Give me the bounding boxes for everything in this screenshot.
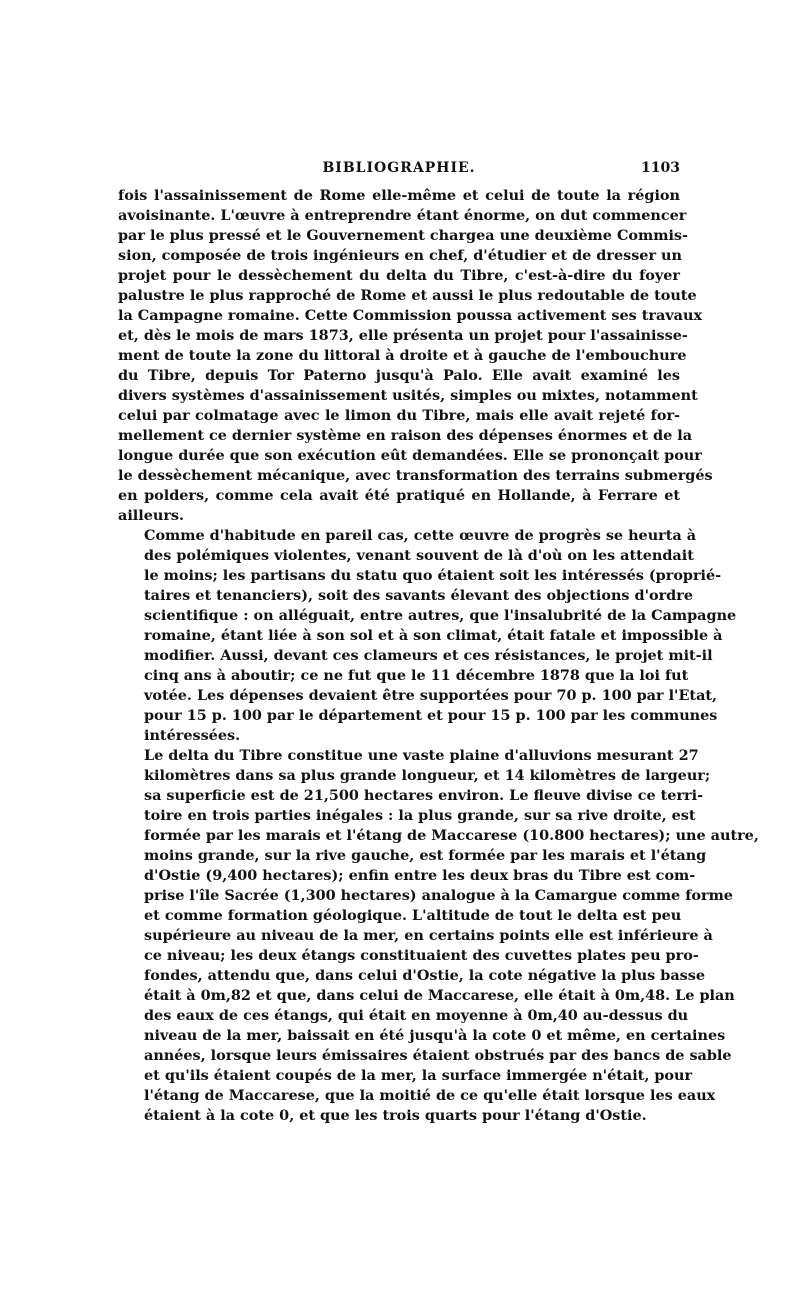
text-line: la Campagne romaine. Cette Commission poussa activement ses travaux xyxy=(118,307,703,324)
text-line: mellement ce dernier système en raison des dépenses énormes et de la xyxy=(118,427,693,444)
text-line: et comme formation géologique. L'altitude de tout le delta est peu xyxy=(144,907,682,924)
text-line: palustre le plus rapproché de Rome et aussi le plus redoutable de toute xyxy=(118,287,697,304)
text-line: celui par colmatage avec le limon du Tibre, mais elle avait rejeté for- xyxy=(118,407,680,424)
running-head xyxy=(118,158,680,182)
text-line: et qu'ils étaient coupés de la mer, la surface immergée n'était, pour xyxy=(144,1067,693,1084)
text-line: modifier. Aussi, devant ces clameurs et ces résistances, le projet mit-il xyxy=(144,647,713,664)
book-page xyxy=(118,158,759,1126)
body-text xyxy=(118,186,759,1126)
text-line: scientifique : on alléguait, entre autres, que l'insalubrité de la Campagne xyxy=(144,607,737,624)
text-line: en polders, comme cela avait été pratiqué en Hollande, à Ferrare et xyxy=(118,487,680,504)
text-line: sa superficie est de 21,500 hectares environ. Le fleuve divise ce terri- xyxy=(144,787,704,804)
text-line: ment de toute la zone du littoral à droite et à gauche de l'embouchure xyxy=(118,347,687,364)
text-line: par le plus pressé et le Gouvernement chargea une deuxième Commis- xyxy=(118,227,688,244)
text-line: cinq ans à aboutir; ce ne fut que le 11 décembre 1878 que la loi fut xyxy=(144,667,689,684)
text-line: toire en trois parties inégales : la plus grande, sur sa rive droite, est xyxy=(144,807,696,824)
text-line: divers systèmes d'assainissement usités, simples ou mixtes, notamment xyxy=(118,387,698,404)
text-line: années, lorsque leurs émissaires étaient obstrués par des bancs de sable xyxy=(144,1047,732,1064)
text-line: étaient à la cote 0, et que les trois quarts pour l'étang d'Ostie. xyxy=(144,1107,647,1124)
text-line: pour 15 p. 100 par le département et pour 15 p. 100 par les communes xyxy=(144,707,718,724)
text-line: formée par les marais et l'étang de Maccarese (10.800 hectares); une autre, xyxy=(144,827,759,844)
text-line: fondes, attendu que, dans celui d'Ostie, la cote négative la plus basse xyxy=(144,967,706,984)
text-line: et, dès le mois de mars 1873, elle présenta un projet pour l'assainisse- xyxy=(118,327,688,344)
text-line: niveau de la mer, baissait en été jusqu'à la cote 0 et même, en certaines xyxy=(144,1027,726,1044)
text-line: l'étang de Maccarese, que la moitié de ce qu'elle était lorsque les eaux xyxy=(144,1087,716,1104)
text-line: votée. Les dépenses devaient être supportées pour 70 p. 100 par l'Etat, xyxy=(144,687,718,704)
text-line: Comme d'habitude en pareil cas, cette œuvre de progrès se heurta à xyxy=(144,527,697,544)
text-line: longue durée que son exécution eût demandées. Elle se prononçait pour xyxy=(118,447,702,464)
text-line: d'Ostie (9,400 hectares); enfin entre les deux bras du Tibre est com- xyxy=(144,867,696,884)
text-line: prise l'île Sacrée (1,300 hectares) analogue à la Camargue comme forme xyxy=(144,887,733,904)
text-line: Le delta du Tibre constitue une vaste plaine d'alluvions mesurant 27 xyxy=(144,747,699,764)
text-line: sion, composée de trois ingénieurs en chef, d'étudier et de dresser un xyxy=(118,247,682,264)
paragraph xyxy=(118,526,737,746)
text-line: du Tibre, depuis Tor Paterno jusqu'à Palo. Elle avait examiné les xyxy=(118,367,680,384)
text-line: le moins; les partisans du statu quo étaient soit les intéressés (proprié- xyxy=(144,567,722,584)
text-line: supérieure au niveau de la mer, en certains points elle est inférieure à xyxy=(144,927,713,944)
text-line: projet pour le dessèchement du delta du Tibre, c'est-à-dire du foyer xyxy=(118,267,680,284)
text-line: avoisinante. L'œuvre à entreprendre étant énorme, on dut commencer xyxy=(118,207,687,224)
text-line: intéressées. xyxy=(144,727,241,744)
running-title: BIBLIOGRAPHIE. xyxy=(322,160,476,176)
text-line: des polémiques violentes, venant souvent de là d'où on les attendait xyxy=(144,547,694,564)
text-line: taires et tenanciers), soit des savants élevant des objections d'ordre xyxy=(144,587,693,604)
text-line: des eaux de ces étangs, qui était en moyenne à 0m,40 au-dessus du xyxy=(144,1007,689,1024)
text-line: ce niveau; les deux étangs constituaient des cuvettes plates peu pro- xyxy=(144,947,699,964)
text-line: fois l'assainissement de Rome elle-même et celui de toute la région xyxy=(118,187,680,204)
text-line: ailleurs. xyxy=(118,507,185,524)
text-line: kilomètres dans sa plus grande longueur, et 14 kilomètres de largeur; xyxy=(144,767,711,784)
text-line: le dessèchement mécanique, avec transformation des terrains submergés xyxy=(118,467,713,484)
text-line: romaine, étant liée à son sol et à son climat, était fatale et impossible à xyxy=(144,627,723,644)
text-line: était à 0m,82 et que, dans celui de Maccarese, elle était à 0m,48. Le plan xyxy=(144,987,735,1004)
text-line: moins grande, sur la rive gauche, est formée par les marais et l'étang xyxy=(144,847,707,864)
paragraph xyxy=(118,186,713,526)
page-number: 1103 xyxy=(641,160,680,176)
paragraph xyxy=(118,746,759,1126)
